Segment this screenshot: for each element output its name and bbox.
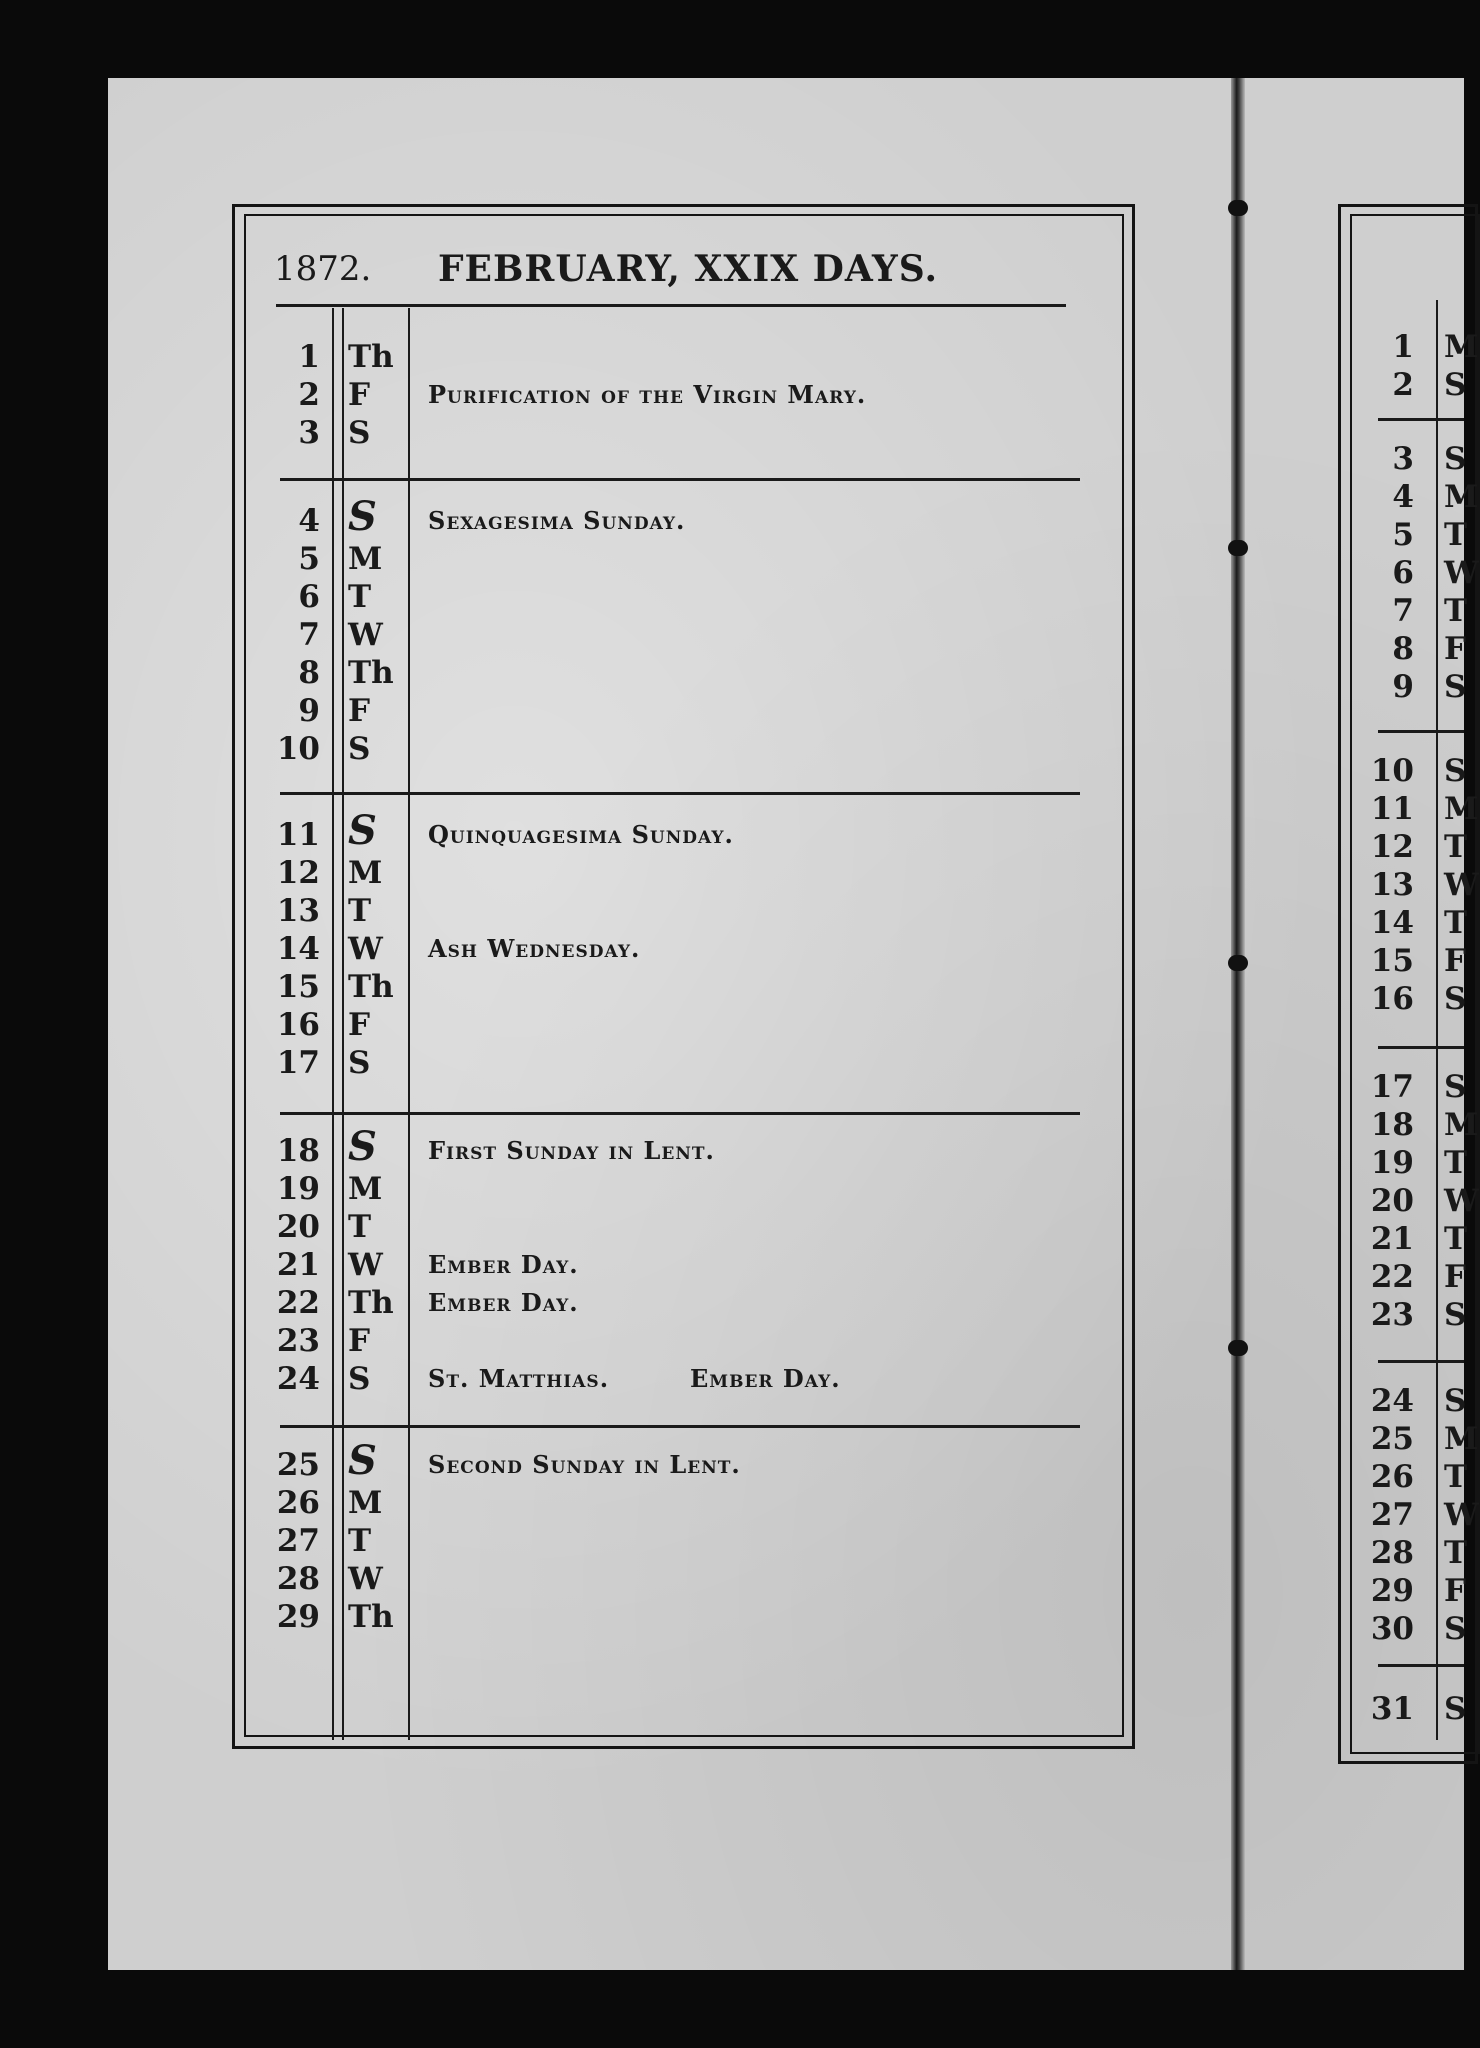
weekday-abbrev: W xyxy=(1444,867,1479,903)
weekday-abbrev: T xyxy=(348,1523,372,1559)
weekday-abbrev: S xyxy=(1444,441,1467,477)
day-number: 18 xyxy=(1370,1107,1414,1143)
day-number: 28 xyxy=(276,1561,320,1597)
weekday-abbrev: T xyxy=(1444,593,1468,629)
binding-thread xyxy=(1228,1340,1248,1356)
week-separator xyxy=(1378,1360,1464,1363)
weekday-abbrev: S xyxy=(1444,1297,1467,1333)
weekday-abbrev: F xyxy=(348,1007,371,1043)
weekday-abbrev: S xyxy=(1444,1611,1467,1647)
weekday-abbrev: T xyxy=(1444,905,1468,941)
weekday-abbrev: T xyxy=(348,893,372,929)
day-number: 16 xyxy=(276,1007,320,1043)
day-number: 11 xyxy=(1370,791,1414,827)
day-number: 11 xyxy=(276,817,320,853)
weekday-abbrev: S xyxy=(1444,1069,1467,1105)
day-number: 20 xyxy=(1370,1183,1414,1219)
weekday-abbrev: F xyxy=(1444,631,1467,667)
weekday-abbrev: S xyxy=(1444,981,1467,1017)
day-number: 9 xyxy=(298,693,320,729)
day-number: 2 xyxy=(1392,367,1414,403)
day-number: 26 xyxy=(276,1485,320,1521)
weekday-abbrev: W xyxy=(1444,555,1479,591)
day-number: 13 xyxy=(276,893,320,929)
week-separator xyxy=(280,1112,1080,1115)
day-number: 29 xyxy=(1370,1573,1414,1609)
day-number: 10 xyxy=(1370,753,1414,789)
weekday-abbrev: Th xyxy=(348,339,394,375)
day-number: 5 xyxy=(1392,517,1414,553)
day-number: 23 xyxy=(276,1323,320,1359)
day-number: 14 xyxy=(276,931,320,967)
day-number: 19 xyxy=(276,1171,320,1207)
weekday-abbrev: F xyxy=(348,377,371,413)
day-number: 31 xyxy=(1370,1691,1414,1727)
weekday-abbrev: W xyxy=(1444,1497,1479,1533)
day-number: 9 xyxy=(1392,669,1414,705)
day-number: 3 xyxy=(298,415,320,451)
weekday-abbrev: S xyxy=(348,731,371,767)
day-number: 4 xyxy=(298,503,320,539)
sunday-mark: S xyxy=(348,1123,377,1170)
column-rule xyxy=(342,308,344,1740)
day-number: 6 xyxy=(298,579,320,615)
day-number: 25 xyxy=(276,1447,320,1483)
day-number: 1 xyxy=(1392,329,1414,365)
day-number: 7 xyxy=(1392,593,1414,629)
day-number: 30 xyxy=(1370,1611,1414,1647)
weekday-abbrev: S xyxy=(348,1045,371,1081)
weekday-abbrev: S xyxy=(348,415,371,451)
weekday-abbrev: M xyxy=(348,1485,383,1521)
day-number: 23 xyxy=(1370,1297,1414,1333)
day-number: 20 xyxy=(276,1209,320,1245)
column-rule xyxy=(408,308,410,1740)
weekday-abbrev: T xyxy=(1444,517,1468,553)
day-number: 4 xyxy=(1392,479,1414,515)
weekday-abbrev: T xyxy=(1444,1145,1468,1181)
weekday-abbrev: T xyxy=(348,1209,372,1245)
week-separator xyxy=(1378,1046,1464,1049)
day-number: 21 xyxy=(1370,1221,1414,1257)
book-spine xyxy=(1231,78,1245,1970)
column-rule xyxy=(332,308,334,1740)
weekday-abbrev: S xyxy=(1444,367,1467,403)
weekday-abbrev: F xyxy=(1444,1573,1467,1609)
weekday-abbrev: F xyxy=(348,693,371,729)
observance-text: Second Sunday in Lent. xyxy=(428,1450,741,1479)
day-number: 22 xyxy=(276,1285,320,1321)
header-rule xyxy=(276,304,1066,307)
weekday-abbrev: Th xyxy=(348,1285,394,1321)
sunday-mark: S xyxy=(348,807,377,854)
weekday-abbrev: T xyxy=(1444,1221,1468,1257)
weekday-abbrev: Th xyxy=(348,655,394,691)
weekday-abbrev: S xyxy=(348,1361,371,1397)
observance-text: Ash Wednesday. xyxy=(428,934,641,963)
day-number: 8 xyxy=(298,655,320,691)
day-number: 16 xyxy=(1370,981,1414,1017)
sunday-mark: S xyxy=(348,1437,377,1484)
weekday-abbrev: W xyxy=(1444,1183,1479,1219)
day-number: 7 xyxy=(298,617,320,653)
day-number: 24 xyxy=(1370,1383,1414,1419)
day-number: 12 xyxy=(1370,829,1414,865)
day-number: 18 xyxy=(276,1133,320,1169)
day-number: 27 xyxy=(276,1523,320,1559)
day-number: 19 xyxy=(1370,1145,1414,1181)
day-number: 1 xyxy=(298,339,320,375)
day-number: 14 xyxy=(1370,905,1414,941)
week-separator xyxy=(280,1425,1080,1428)
day-number: 17 xyxy=(276,1045,320,1081)
weekday-abbrev: T xyxy=(1444,1459,1468,1495)
weekday-abbrev: W xyxy=(348,1247,383,1283)
day-number: 21 xyxy=(276,1247,320,1283)
observance-text: St. Matthias. xyxy=(428,1364,610,1393)
weekday-abbrev: M xyxy=(1444,1421,1479,1457)
weekday-abbrev: M xyxy=(1444,479,1479,515)
week-separator xyxy=(280,792,1080,795)
day-number: 25 xyxy=(1370,1421,1414,1457)
day-number: 8 xyxy=(1392,631,1414,667)
day-number: 10 xyxy=(276,731,320,767)
weekday-abbrev: T xyxy=(1444,829,1468,865)
observance-text: Ember Day. xyxy=(428,1250,579,1279)
day-number: 6 xyxy=(1392,555,1414,591)
weekday-abbrev: S xyxy=(1444,669,1467,705)
weekday-abbrev: F xyxy=(1444,943,1467,979)
week-separator xyxy=(1378,1664,1464,1667)
observance-text: Purification of the Virgin Mary. xyxy=(428,380,867,409)
sunday-mark: S xyxy=(348,493,377,540)
binding-thread xyxy=(1228,200,1248,216)
observance-text: Quinquagesima Sunday. xyxy=(428,820,734,849)
weekday-abbrev: S xyxy=(1444,1691,1467,1727)
weekday-abbrev: F xyxy=(1444,1259,1467,1295)
day-number: 28 xyxy=(1370,1535,1414,1571)
week-separator xyxy=(1378,730,1464,733)
week-separator xyxy=(280,478,1080,481)
weekday-abbrev: S xyxy=(1444,1383,1467,1419)
weekday-abbrev: M xyxy=(1444,791,1479,827)
observance-text: Ember Day. xyxy=(428,1288,579,1317)
column-rule xyxy=(1436,300,1438,1740)
observance-text: Ember Day. xyxy=(690,1364,841,1393)
day-number: 27 xyxy=(1370,1497,1414,1533)
observance-text: Sexagesima Sunday. xyxy=(428,506,686,535)
weekday-abbrev: M xyxy=(1444,1107,1479,1143)
day-number: 24 xyxy=(276,1361,320,1397)
weekday-abbrev: M xyxy=(1444,329,1479,365)
day-number: 3 xyxy=(1392,441,1414,477)
calendar-month-title: FEBRUARY, XXIX DAYS. xyxy=(438,248,938,290)
weekday-abbrev: Th xyxy=(348,1599,394,1635)
weekday-abbrev: T xyxy=(1444,1535,1468,1571)
weekday-abbrev: Th xyxy=(348,969,394,1005)
weekday-abbrev: M xyxy=(348,1171,383,1207)
day-number: 15 xyxy=(276,969,320,1005)
weekday-abbrev: M xyxy=(348,855,383,891)
binding-thread xyxy=(1228,540,1248,556)
day-number: 12 xyxy=(276,855,320,891)
weekday-abbrev: W xyxy=(348,1561,383,1597)
day-number: 2 xyxy=(298,377,320,413)
weekday-abbrev: T xyxy=(348,579,372,615)
weekday-abbrev: F xyxy=(348,1323,371,1359)
day-number: 22 xyxy=(1370,1259,1414,1295)
day-number: 15 xyxy=(1370,943,1414,979)
binding-thread xyxy=(1228,955,1248,971)
week-separator xyxy=(1378,418,1464,421)
calendar-year: 1872. xyxy=(274,249,372,289)
weekday-abbrev: M xyxy=(348,541,383,577)
day-number: 29 xyxy=(276,1599,320,1635)
weekday-abbrev: W xyxy=(348,931,383,967)
day-number: 5 xyxy=(298,541,320,577)
day-number: 17 xyxy=(1370,1069,1414,1105)
day-number: 13 xyxy=(1370,867,1414,903)
day-number: 26 xyxy=(1370,1459,1414,1495)
weekday-abbrev: W xyxy=(348,617,383,653)
weekday-abbrev: S xyxy=(1444,753,1467,789)
observance-text: First Sunday in Lent. xyxy=(428,1136,715,1165)
